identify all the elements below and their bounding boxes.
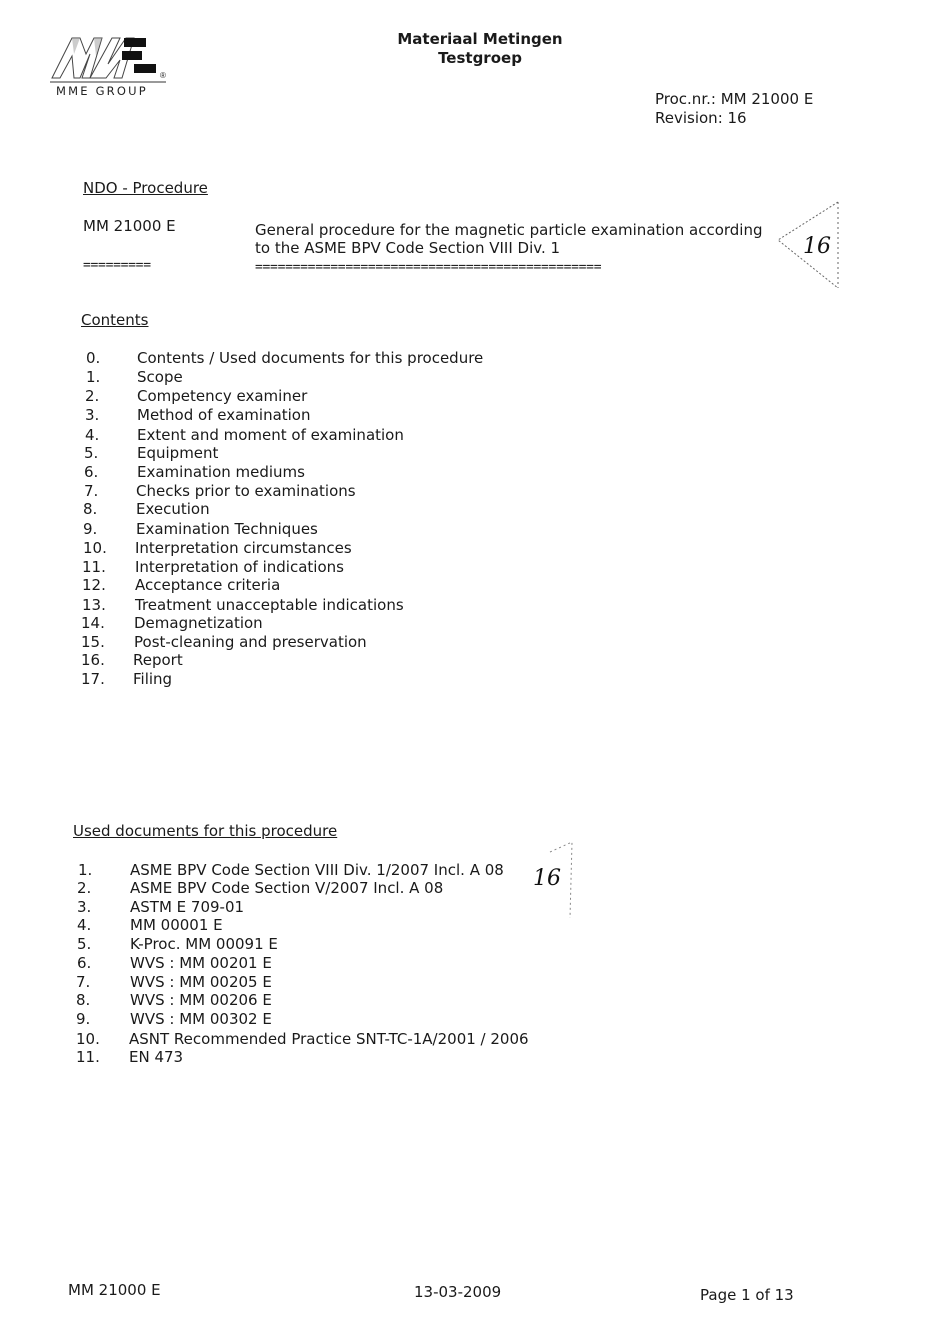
revision-mark-1: 16 [803, 234, 831, 259]
contents-heading: Contents [81, 311, 149, 329]
proc-number: Proc.nr.: MM 21000 E [655, 90, 814, 108]
header-line2: Testgroep [438, 49, 522, 67]
footer-page: Page 1 of 13 [700, 1286, 794, 1304]
underline-left: ========= [83, 258, 151, 273]
used-documents-heading: Used documents for this procedure [73, 822, 338, 840]
procedure-code: MM 21000 E [83, 217, 176, 235]
header-title [380, 30, 580, 68]
logo-bar-2 [122, 51, 142, 60]
procedure-description: General procedure for the magnetic particle examination according to the ASME BPV Code Section VIII Div. 1 [255, 221, 763, 257]
logo-bar-1 [124, 38, 146, 47]
ndo-heading: NDO - Procedure [83, 179, 208, 197]
header-line1: Materiaal Metingen [397, 30, 563, 48]
proc-info [655, 90, 813, 128]
footer-date: 13-03-2009 [414, 1283, 502, 1301]
underline-right: ============================================== [255, 260, 602, 275]
revision-mark-2: 16 [533, 866, 561, 891]
logo-text: MME GROUP [56, 84, 148, 98]
revision: Revision: 16 [655, 109, 747, 127]
registered-mark: ® [160, 71, 166, 80]
footer-code: MM 21000 E [68, 1281, 161, 1299]
logo-bar-3 [134, 64, 156, 73]
